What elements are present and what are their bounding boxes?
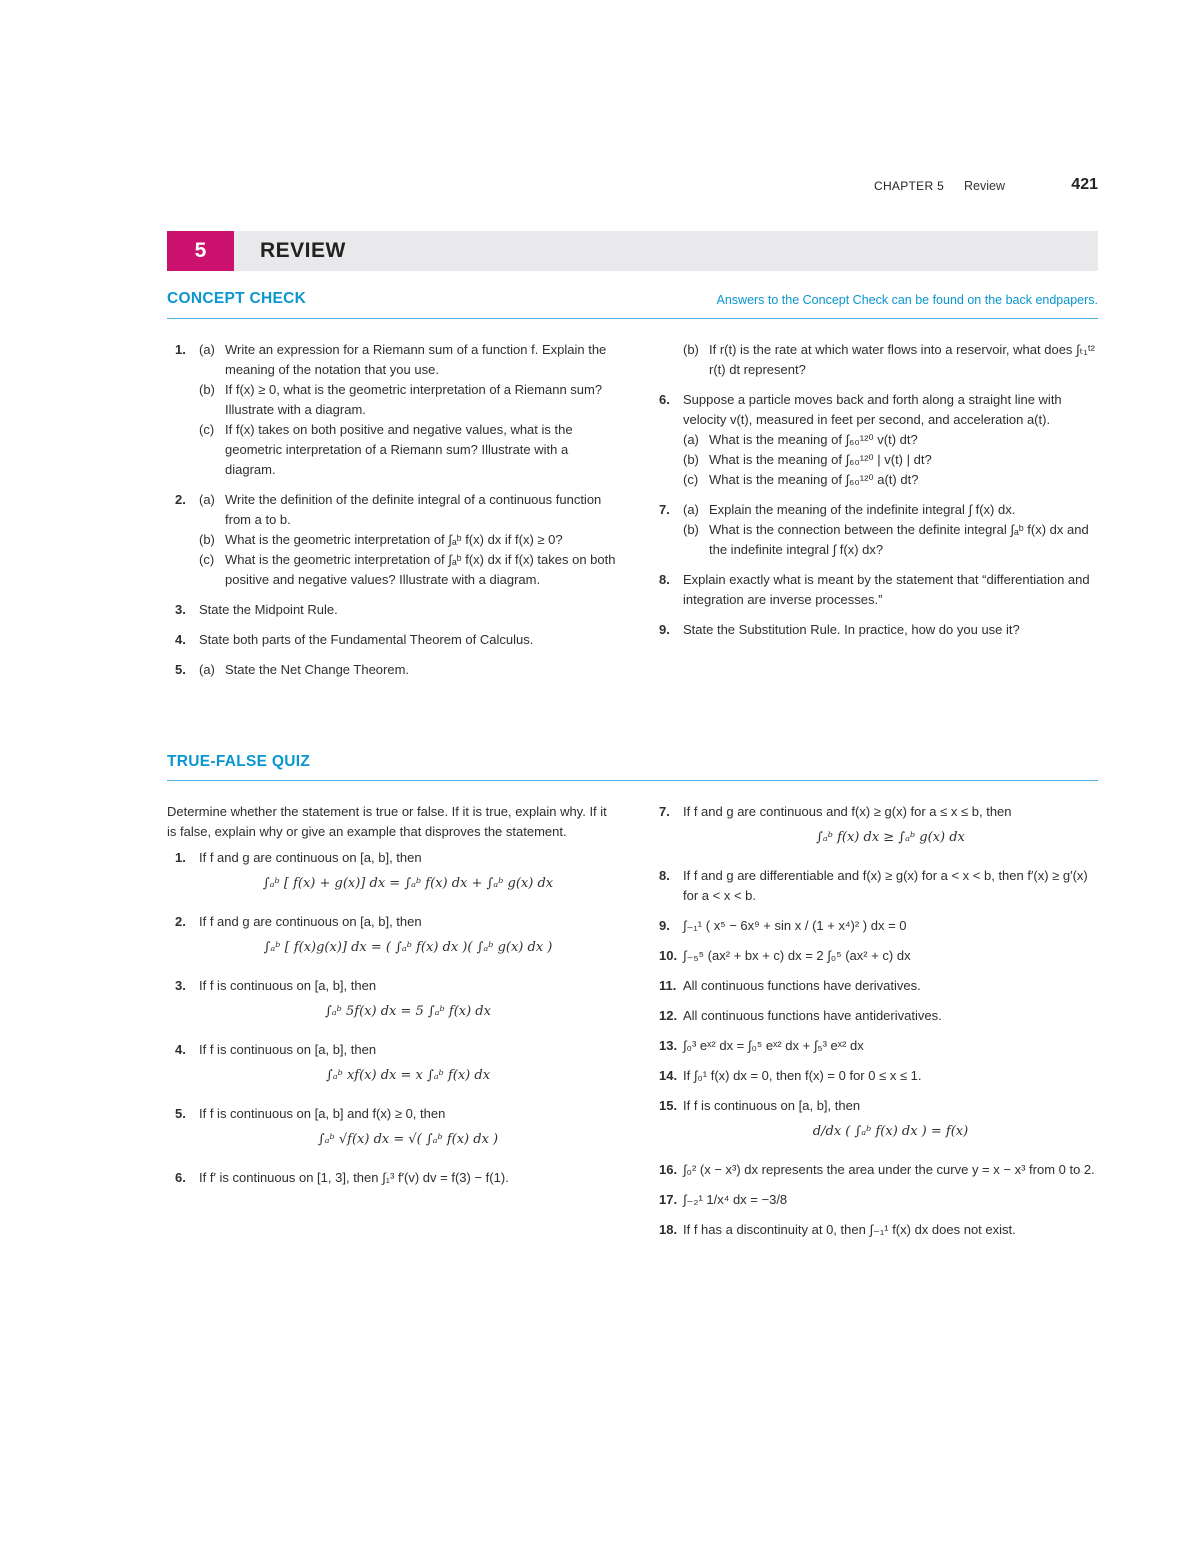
- question-part: [683, 570, 1098, 610]
- concept-question: [167, 660, 617, 680]
- quiz-statement: [651, 1096, 1098, 1142]
- spacer: [651, 1210, 1098, 1220]
- concept-question: [651, 620, 1098, 640]
- spacer: [167, 1188, 617, 1198]
- question-part: [683, 450, 1098, 470]
- display-equation: d/dx ( ∫ₐᵇ f(x) dx ) = f(x): [812, 1124, 969, 1139]
- part-text: If r(t) is the rate at which water flows into a reservoir, what does ∫ₜ₁ᵗ² r(t) dt represent?: [709, 342, 1096, 377]
- display-equation: ∫ₐᵇ f(x) dx ≥ ∫ₐᵇ g(x) dx: [816, 830, 965, 845]
- spacer: [167, 1094, 617, 1104]
- spacer: [651, 966, 1098, 976]
- statement-number: 2.: [175, 914, 186, 929]
- quiz-intro: Determine whether the statement is true or false. If it is true, explain why. If it is false, explain why or give an example that disproves the statement.: [167, 804, 607, 839]
- question-part: [199, 550, 617, 590]
- spacer: [651, 1240, 1098, 1250]
- spacer: [651, 1086, 1098, 1096]
- quiz-statement: [651, 866, 1098, 906]
- statement-text: ∫₋₁¹ ( x⁵ − 6x⁹ + sin x / (1 + x⁴)² ) dx = 0: [683, 918, 907, 933]
- concept-check-heading: CONCEPT CHECK: [167, 290, 307, 307]
- statement-text: If f′ is continuous on [1, 3], then ∫₁³ f′(v) dv = f(3) − f(1).: [199, 1170, 509, 1185]
- spacer: [651, 490, 1098, 500]
- quiz-statement: [651, 916, 1098, 936]
- part-text: What is the geometric interpretation of ∫ₐᵇ f(x) dx if f(x) ≥ 0?: [225, 532, 563, 547]
- part-text: State both parts of the Fundamental Theorem of Calculus.: [199, 632, 534, 647]
- statement-number: 11.: [659, 978, 677, 993]
- part-text: What is the meaning of ∫₆₀¹²⁰ a(t) dt?: [709, 472, 919, 487]
- part-text: Write an expression for a Riemann sum of a function f. Explain the meaning of the notation that you use.: [225, 342, 607, 377]
- chapter-number-badge: 5: [167, 231, 234, 271]
- statement-number: 17.: [659, 1192, 678, 1207]
- statement-text: All continuous functions have antiderivatives.: [683, 1008, 942, 1023]
- statement-number: 13.: [659, 1038, 678, 1053]
- quiz-statement: [167, 1104, 617, 1150]
- quiz-statement: [167, 1040, 617, 1086]
- spacer: [651, 380, 1098, 390]
- statement-number: 16.: [659, 1162, 678, 1177]
- question-number: 8.: [659, 572, 670, 587]
- quiz-statement: [651, 1160, 1098, 1180]
- statement-text: If f has a discontinuity at 0, then ∫₋₁¹ f(x) dx does not exist.: [683, 1222, 1016, 1237]
- statement-number: 14.: [659, 1068, 678, 1083]
- quiz-statement: [651, 1220, 1098, 1240]
- question-number: 4.: [175, 632, 186, 647]
- quiz-statement: [651, 976, 1098, 996]
- question-part: [683, 520, 1098, 560]
- quiz-statement: [651, 1036, 1098, 1056]
- statement-text: ∫₀² (x − x³) dx represents the area under the curve y = x − x³ from 0 to 2.: [683, 1162, 1095, 1177]
- page-number: 421: [1071, 176, 1098, 193]
- statement-number: 7.: [659, 804, 670, 819]
- display-equation: ∫ₐᵇ [ f(x) + g(x)] dx = ∫ₐᵇ f(x) dx + ∫ₐᵇ g(x) dx: [262, 876, 554, 891]
- part-text: If f(x) takes on both positive and negative values, what is the geometric interpretation of a Riemann sum? Illustrate with a diagram.: [225, 422, 573, 477]
- question-part: [199, 380, 617, 420]
- statement-number: 12.: [659, 1008, 678, 1023]
- concept-question: [651, 570, 1098, 610]
- statement-text: If f and g are differentiable and f(x) ≥ g(x) for a < x < b, then f′(x) ≥ g′(x) for a < x < b.: [683, 868, 1088, 903]
- display-equation: ∫ₐᵇ [ f(x)g(x)] dx = ( ∫ₐᵇ f(x) dx )( ∫ₐᵇ g(x) dx ): [263, 940, 553, 955]
- statement-text: If f is continuous on [a, b], then: [199, 1042, 377, 1057]
- statement-text: All continuous functions have derivatives.: [683, 978, 921, 993]
- part-text: What is the meaning of ∫₆₀¹²⁰ | v(t) | dt?: [709, 452, 932, 467]
- spacer: [651, 610, 1098, 620]
- statement-number: 18.: [659, 1222, 678, 1237]
- spacer: [167, 620, 617, 630]
- concept-question: [651, 340, 1098, 380]
- concept-question: [167, 600, 617, 620]
- statement-number: 4.: [175, 1042, 186, 1057]
- statement-number: 10.: [659, 948, 678, 963]
- concept-question: [651, 500, 1098, 560]
- part-label: (b): [683, 522, 699, 537]
- statement-number: 8.: [659, 868, 670, 883]
- concept-check-right-column: [651, 340, 1098, 650]
- quiz-statement: [651, 1006, 1098, 1026]
- part-text: What is the connection between the definite integral ∫ₐᵇ f(x) dx and the indefinite integral ∫ f(x) dx?: [709, 522, 1089, 557]
- spacer: [651, 1056, 1098, 1066]
- statement-text: If f is continuous on [a, b], then: [199, 978, 377, 993]
- part-label: (b): [199, 382, 215, 397]
- part-label: (c): [199, 552, 215, 567]
- question-part: [199, 420, 617, 480]
- question-part: [199, 660, 617, 680]
- statement-text: If ∫₀¹ f(x) dx = 0, then f(x) = 0 for 0 ≤ x ≤ 1.: [683, 1068, 922, 1083]
- question-number: 5.: [175, 662, 186, 677]
- statement-number: 3.: [175, 978, 186, 993]
- part-text: State the Net Change Theorem.: [225, 662, 410, 677]
- spacer: [651, 856, 1098, 866]
- part-text: Suppose a particle moves back and forth along a straight line with velocity v(t), measured in feet per second, and acceleration a(t).: [683, 392, 1062, 427]
- question-part: [199, 530, 617, 550]
- statement-number: 15.: [659, 1098, 678, 1113]
- statement-text: If f is continuous on [a, b] and f(x) ≥ 0, then: [199, 1106, 446, 1121]
- spacer: [167, 480, 617, 490]
- spacer: [167, 1158, 617, 1168]
- spacer: [651, 936, 1098, 946]
- question-part: [683, 500, 1098, 520]
- question-number: 3.: [175, 602, 186, 617]
- concept-question: [167, 340, 617, 480]
- spacer: [651, 906, 1098, 916]
- part-text: Explain the meaning of the indefinite integral ∫ f(x) dx.: [709, 502, 1016, 517]
- question-part: [683, 390, 1098, 430]
- concept-check-left-column: [167, 340, 617, 690]
- question-number: 6.: [659, 392, 670, 407]
- quiz-left-column: [167, 802, 617, 1198]
- concept-question: [167, 630, 617, 650]
- quiz-right-column: [651, 802, 1098, 1250]
- question-number: 1.: [175, 342, 186, 357]
- part-label: (a): [199, 492, 215, 507]
- statement-text: ∫₋₅⁵ (ax² + bx + c) dx = 2 ∫₀⁵ (ax² + c) dx: [683, 948, 911, 963]
- question-part: [683, 430, 1098, 450]
- chapter-banner: [167, 231, 1098, 271]
- question-part: [199, 600, 617, 620]
- spacer: [167, 966, 617, 976]
- statement-text: If f and g are continuous on [a, b], then: [199, 914, 422, 929]
- section-label: Review: [964, 179, 1005, 193]
- question-number: 7.: [659, 502, 670, 517]
- chapter-banner-title: REVIEW: [260, 239, 346, 262]
- part-label: (c): [683, 472, 699, 487]
- part-text: State the Midpoint Rule.: [199, 602, 338, 617]
- concept-check-rule: [167, 318, 1098, 319]
- statement-text: If f and g are continuous on [a, b], then: [199, 850, 422, 865]
- statement-text: ∫₋₂¹ 1/x⁴ dx = −3/8: [683, 1192, 788, 1207]
- concept-question: [167, 490, 617, 590]
- quiz-statement: [651, 946, 1098, 966]
- spacer: [651, 560, 1098, 570]
- statement-text: If f and g are continuous and f(x) ≥ g(x) for a ≤ x ≤ b, then: [683, 804, 1012, 819]
- spacer: [167, 590, 617, 600]
- quiz-heading: TRUE-FALSE QUIZ: [167, 753, 311, 770]
- part-label: (c): [199, 422, 215, 437]
- part-text: If f(x) ≥ 0, what is the geometric interpretation of a Riemann sum? Illustrate with a diagram.: [225, 382, 603, 417]
- chapter-label: CHAPTER 5: [874, 179, 945, 193]
- part-text: What is the geometric interpretation of ∫ₐᵇ f(x) dx if f(x) takes on both positive and negative values? Illustrate with a diagram.: [225, 552, 616, 587]
- part-text: Explain exactly what is meant by the statement that “differentiation and integration are inverse processes.”: [683, 572, 1090, 607]
- spacer: [651, 1026, 1098, 1036]
- display-equation: ∫ₐᵇ √f(x) dx = √( ∫ₐᵇ f(x) dx ): [317, 1132, 499, 1147]
- spacer: [167, 902, 617, 912]
- part-label: (b): [199, 532, 215, 547]
- question-part: [683, 620, 1098, 640]
- statement-number: 9.: [659, 918, 670, 933]
- part-label: (b): [683, 342, 699, 357]
- part-label: (b): [683, 452, 699, 467]
- statement-number: 6.: [175, 1170, 186, 1185]
- spacer: [651, 640, 1098, 650]
- running-head: [840, 177, 1098, 197]
- quiz-statement: [651, 802, 1098, 848]
- concept-question: [651, 390, 1098, 490]
- part-label: (a): [683, 432, 699, 447]
- statement-text: If f is continuous on [a, b], then: [683, 1098, 861, 1113]
- question-part: [199, 490, 617, 530]
- concept-check-note: Answers to the Concept Check can be found on the back endpapers.: [716, 293, 1098, 307]
- question-part: [199, 340, 617, 380]
- spacer: [167, 680, 617, 690]
- quiz-statement: [651, 1190, 1098, 1210]
- spacer: [167, 650, 617, 660]
- part-label: (a): [199, 342, 215, 357]
- quiz-statement: [167, 848, 617, 894]
- statement-number: 5.: [175, 1106, 186, 1121]
- part-label: (a): [199, 662, 215, 677]
- statement-text: ∫₀³ eˣ² dx = ∫₀⁵ eˣ² dx + ∫₅³ eˣ² dx: [683, 1038, 864, 1053]
- spacer: [651, 996, 1098, 1006]
- display-equation: ∫ₐᵇ xf(x) dx = x ∫ₐᵇ f(x) dx: [325, 1068, 491, 1083]
- spacer: [167, 1030, 617, 1040]
- question-part: [683, 470, 1098, 490]
- spacer: [651, 1150, 1098, 1160]
- quiz-statement: [167, 912, 617, 958]
- part-text: State the Substitution Rule. In practice, how do you use it?: [683, 622, 1020, 637]
- question-part: [683, 340, 1098, 380]
- quiz-statement: [167, 976, 617, 1022]
- question-number: 9.: [659, 622, 670, 637]
- quiz-rule: [167, 780, 1098, 781]
- spacer: [651, 1180, 1098, 1190]
- quiz-statement: [651, 1066, 1098, 1086]
- part-text: Write the definition of the definite integral of a continuous function from a to b.: [225, 492, 602, 527]
- question-part: [199, 630, 617, 650]
- question-number: 2.: [175, 492, 186, 507]
- statement-number: 1.: [175, 850, 186, 865]
- part-label: (a): [683, 502, 699, 517]
- quiz-statement: [167, 1168, 617, 1188]
- display-equation: ∫ₐᵇ 5f(x) dx = 5 ∫ₐᵇ f(x) dx: [325, 1004, 491, 1019]
- part-text: What is the meaning of ∫₆₀¹²⁰ v(t) dt?: [709, 432, 918, 447]
